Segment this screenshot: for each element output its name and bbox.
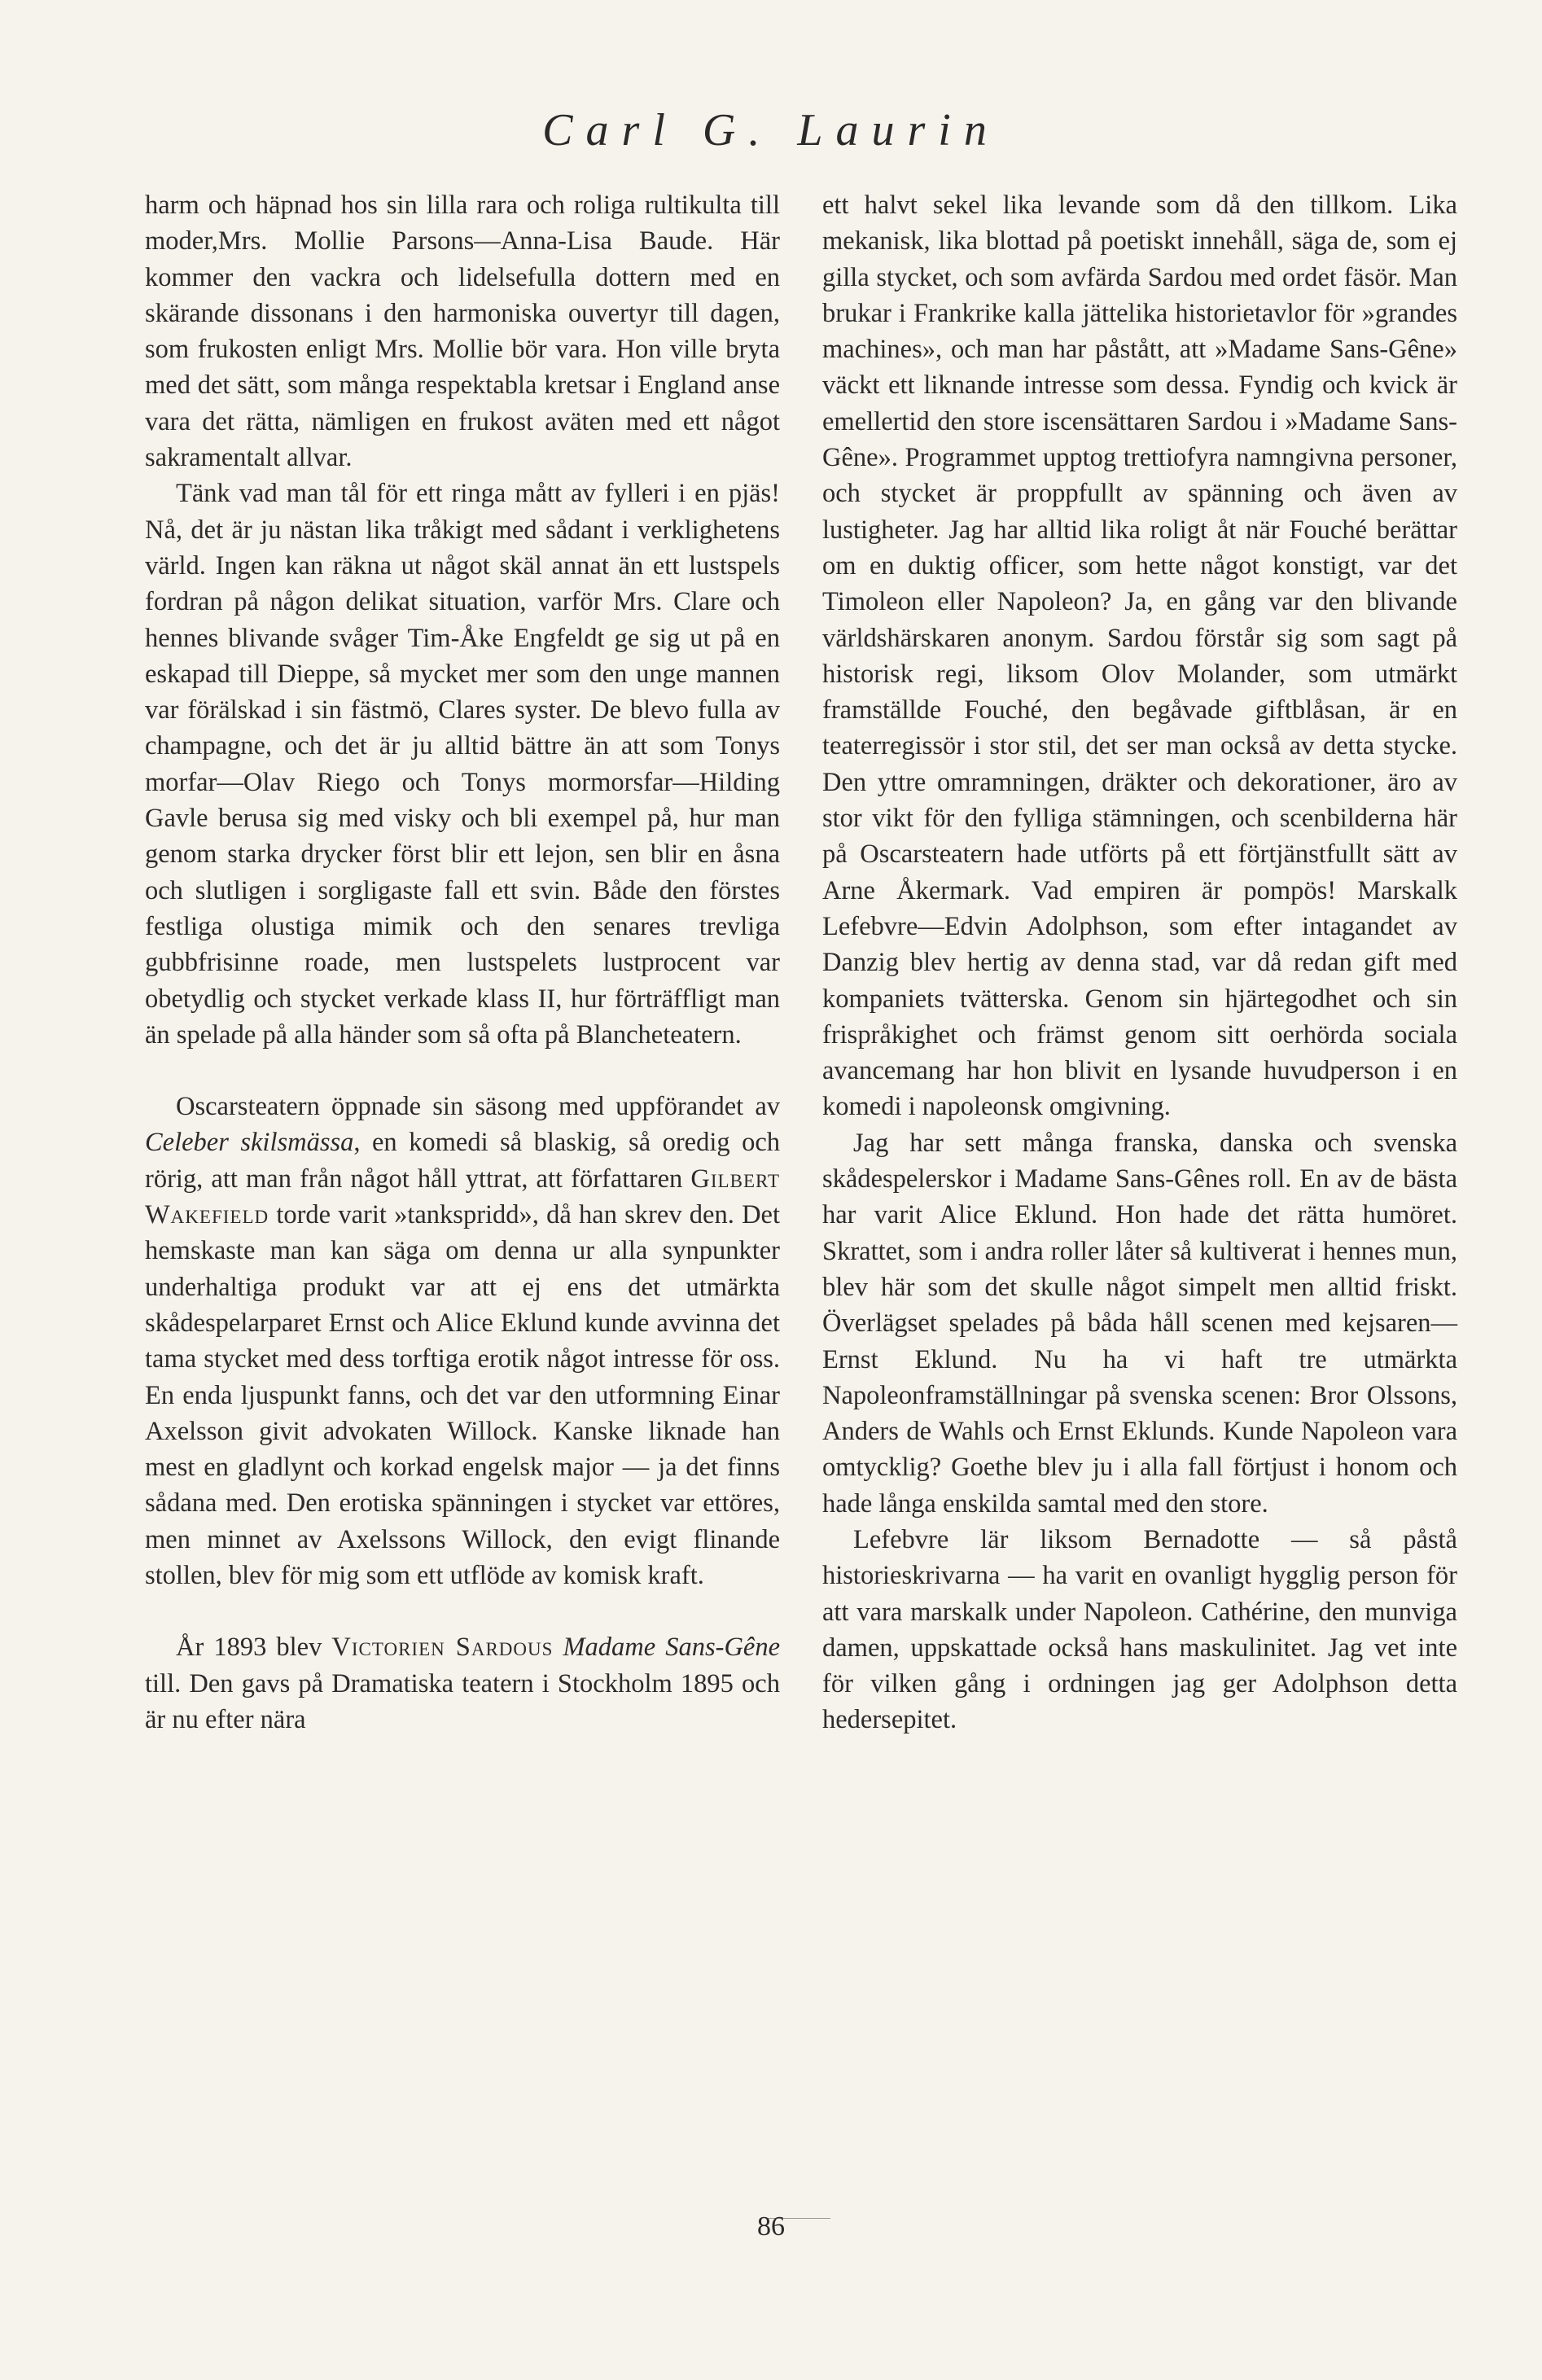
left-paragraph-1: harm och häpnad hos sin lilla rara och roliga rultikulta till moder,Mrs. Mollie Parsons—Anna-Lisa Baude. Här kommer den vackra och lidelsefulla dottern med en skärande dissonans i den harmoniska ouvertyr till dagen, som frukosten enligt Mrs. Mollie bör vara. Hon ville bryta med det sätt, som många respektabla kretsar i England anse vara det rätta, nämligen en frukost aväten med ett något sakramentalt allvar. — [145, 191, 780, 473]
p4-text-b: till. Den gavs på Dramatiska teatern i Stockholm 1895 och är nu efter nära — [145, 1668, 780, 1734]
author-name-wakefield: Gilbert Wakefield — [145, 1164, 780, 1230]
p3-text-c: torde varit »tankspridd», då han skrev den. Det hemskaste man kan säga om denna ur alla synpunkter underhaltiga produkt var att ej ens det utmärkta skådespelarparet Ernst och Alice Eklund kunde avvinna det tama stycket med dess torftiga erotik något intresse för oss. En enda ljuspunkt fanns, och det var den utformning Einar Axelsson givit advokaten Willock. Kanske liknade han mest en gladlynt och korkad engelsk major — ja det finns sådana med. Den erotiska spänningen i stycket var ettöres, men minnet av Axelssons Willock, den evigt flinande stollen, blev för mig som ett utflöde av komisk kraft. — [145, 1200, 780, 1590]
page-number: 86 — [757, 2211, 785, 2242]
left-paragraph-4 — [145, 1629, 780, 1738]
p3-text-b: , en komedi så blaskig, så oredig och rörig, att man från något håll yttrat, att författaren — [145, 1128, 780, 1194]
play-title-celeber-skilsmassa: Celeber skilsmässa — [145, 1128, 354, 1158]
p3-text-a: Oscarsteatern öppnade sin säsong med uppförandet av — [176, 1092, 780, 1122]
p4-text-a: År 1893 blev — [176, 1633, 332, 1663]
running-head-author: Carl G. Laurin — [542, 105, 1000, 156]
right-paragraph-3: Lefebvre lär liksom Bernadotte — så påstå historieskrivarna — ha varit en ovanligt hygglig person för att vara marskalk under Napoleon. Cathérine, den munviga damen, uppskattade också hans maskulinitet. Jag vet inte för vilken gång i ordningen jag ger Adolphson detta hedersepitet. — [822, 1524, 1457, 1735]
left-column — [145, 187, 780, 1738]
right-paragraph-1: ett halvt sekel lika levande som då den tillkom. Lika mekanisk, lika blottad på poetiskt innehåll, säga de, som ej gilla stycket, och som avfärda Sardou med ordet fäsör. Man brukar i Frankrike kalla jättelika historietavlor för »grandes machines», och man har påstått, att »Madame Sans-Gêne» väckt ett liknande intresse som dessa. Fyndig och kvick är emellertid den store iscensättaren Sardou i »Madame Sans-Gêne». Programmet upptog trettiofyra namngivna personer, och stycket är proppfullt av spänning och även av lustigheter. Jag har alltid lika roligt åt när Fouché berättar om en duktig officer, som hette något konstigt, var det Timoleon eller Napoleon? Ja, en gång var den blivande världshärskaren anonym. Sardou förstår sig som sagt på historisk regi, liksom Olov Molander, som utmärkt framställde Fouché, den begåvade giftblåsan, är en teaterregissör i stor stil, det ser man också av detta stycke. Den yttre omramningen, dräkter och dekorationer, äro av stor vikt för den fylliga stämningen, och scenbilderna här på Oscarsteatern hade utförts på ett förtjänstfullt sätt av Arne Åkermark. Vad empiren är pompös! Marskalk Lefebvre—Edvin Adolphson, som efter intagandet av Danzig blev hertig av denna stad, var då redan gift med kompaniets tvätterska. Genom sin hjärtegodhet och sin frispråkighet och främst genom sitt oerhörda sociala avancemang har hon blivit en lysande huvudperson i en komedi i napoleonsk omgivning. — [822, 191, 1457, 1122]
right-column — [822, 187, 1457, 1738]
left-paragraph-2: Tänk vad man tål för ett ringa mått av fylleri i en pjäs! Nå, det är ju nästan lika tråkigt med sådant i verklighetens värld. Ingen kan räkna ut något skäl annat än ett lustspels fordran på någon delikat situation, varför Mrs. Clare och hennes blivande svåger Tim-Åke Engfeldt ge sig ut på en eskapad till Dieppe, så mycket mer som den unge mannen var förälskad i sin fästmö, Clares syster. De blevo fulla av champagne, och det är ju alltid bättre än att som Tonys morfar—Olav Riego och Tonys mormorsfar—Hilding Gavle berusa sig med visky och bli exempel på, hur man genom starka drycker först blir ett lejon, sen blir en åsna och slutligen i sorgligaste fall ett svin. Både den förstes festliga olustiga mimik och den senares trevliga gubbfrisinne roade, men lustspelets lustprocent var obetydlig och stycket verkade klass II, hur förträffligt man än spelade på alla händer som så ofta på Blancheteatern. — [145, 479, 780, 1050]
left-paragraph-3 — [145, 1089, 780, 1593]
author-name-sardou: Victorien Sardous — [331, 1633, 554, 1663]
right-paragraph-2: Jag har sett många franska, danska och svenska skådespelerskor i Madame Sans-Gênes roll. En av de bästa har varit Alice Eklund. Hon hade det rätta humöret. Skrattet, som i andra roller låter så kultiverat i hennes mun, blev här som det skulle något simpelt men alltid friskt. Överlägset spelades på båda håll scenen med kejsaren—Ernst Eklund. Nu ha vi haft tre utmärkta Napoleonframställningar på svenska scenen: Bror Olssons, Anders de Wahls och Ernst Eklunds. Kunde Napoleon vara omtycklig? Goethe blev ju i alla fall förtjust i honom och hade långa enskilda samtal med den store. — [822, 1128, 1457, 1519]
play-title-madame-sans-gene: Madame Sans-Gêne — [563, 1633, 781, 1663]
